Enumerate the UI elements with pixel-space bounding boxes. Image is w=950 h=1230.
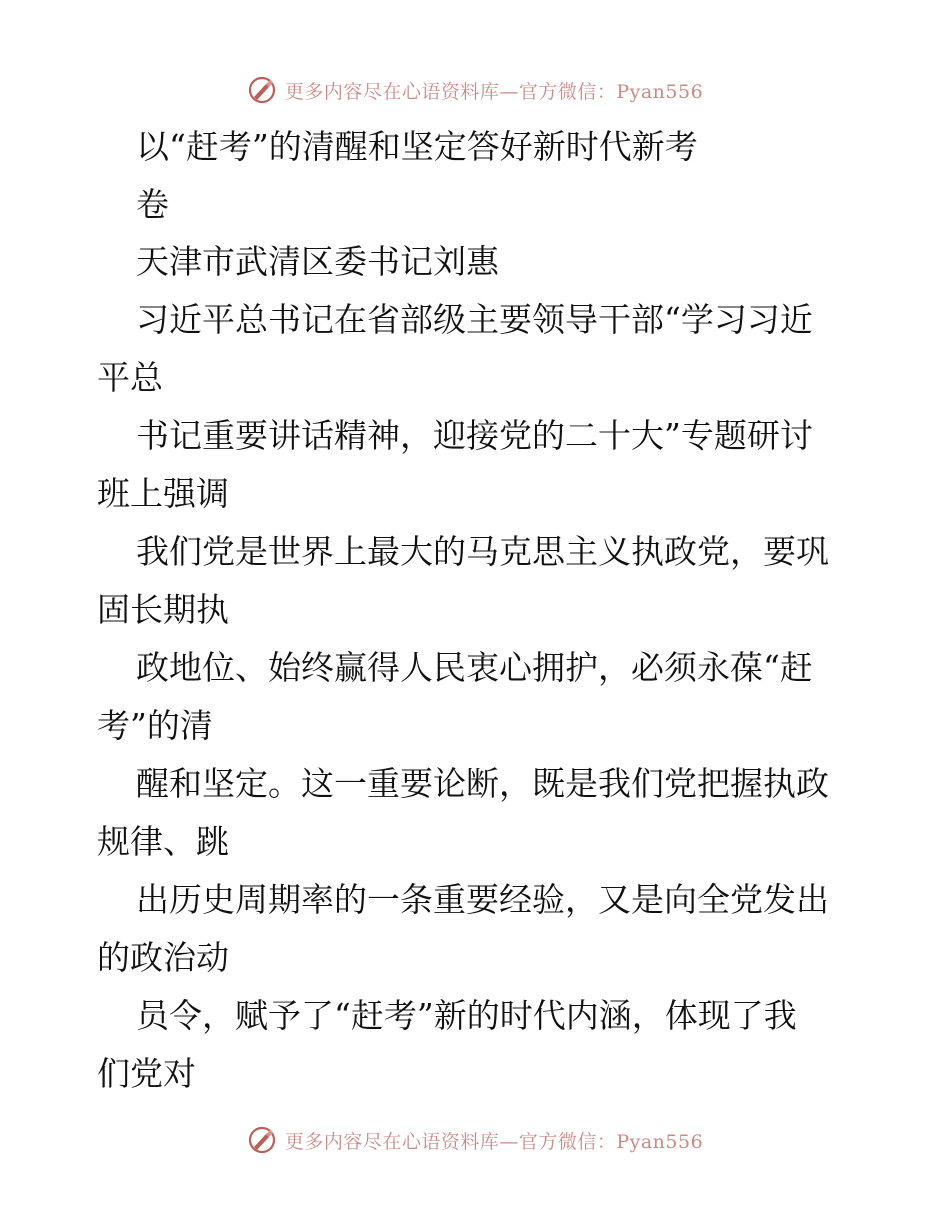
- document-title-line-2: 卷: [136, 185, 169, 224]
- document-title-line-1: 以“赶考”的清醒和坚定答好新时代新考: [136, 127, 698, 166]
- pen-logo-icon: [247, 75, 277, 105]
- paragraph-line: 员令，赋予了“赶考”新的时代内涵，体现了我: [136, 996, 797, 1035]
- paragraph-line: 醒和坚定。这一重要论断，既是我们党把握执政: [136, 764, 829, 803]
- footer-watermark: [0, 1120, 950, 1160]
- header-watermark: [0, 70, 950, 110]
- pen-logo-icon: [247, 1125, 277, 1155]
- paragraph-line: 习近平总书记在省部级主要领导干部“学习习近: [136, 300, 813, 339]
- paragraph-line: 考”的清: [97, 706, 213, 745]
- paragraph-line: 我们党是世界上最大的马克思主义执政党，要巩: [136, 532, 829, 571]
- paragraph-line: 书记重要讲话精神，迎接党的二十大”专题研讨: [136, 416, 813, 455]
- watermark-text: 更多内容尽在心语资料库—官方微信：Pyan556: [284, 1130, 704, 1153]
- watermark-text: 更多内容尽在心语资料库—官方微信：Pyan556: [284, 80, 704, 103]
- paragraph-line: 们党对: [97, 1054, 196, 1093]
- author-line: 天津市武清区委书记刘惠: [136, 242, 499, 281]
- paragraph-line: 规律、跳: [97, 822, 229, 861]
- paragraph-line: 平总: [97, 358, 163, 397]
- paragraph-line: 出历史周期率的一条重要经验，又是向全党发出: [136, 880, 829, 919]
- paragraph-line: 班上强调: [97, 474, 229, 513]
- paragraph-line: 政地位、始终赢得人民衷心拥护，必须永葆“赶: [136, 648, 813, 687]
- paragraph-line: 固长期执: [97, 590, 229, 629]
- paragraph-line: 的政治动: [97, 938, 229, 977]
